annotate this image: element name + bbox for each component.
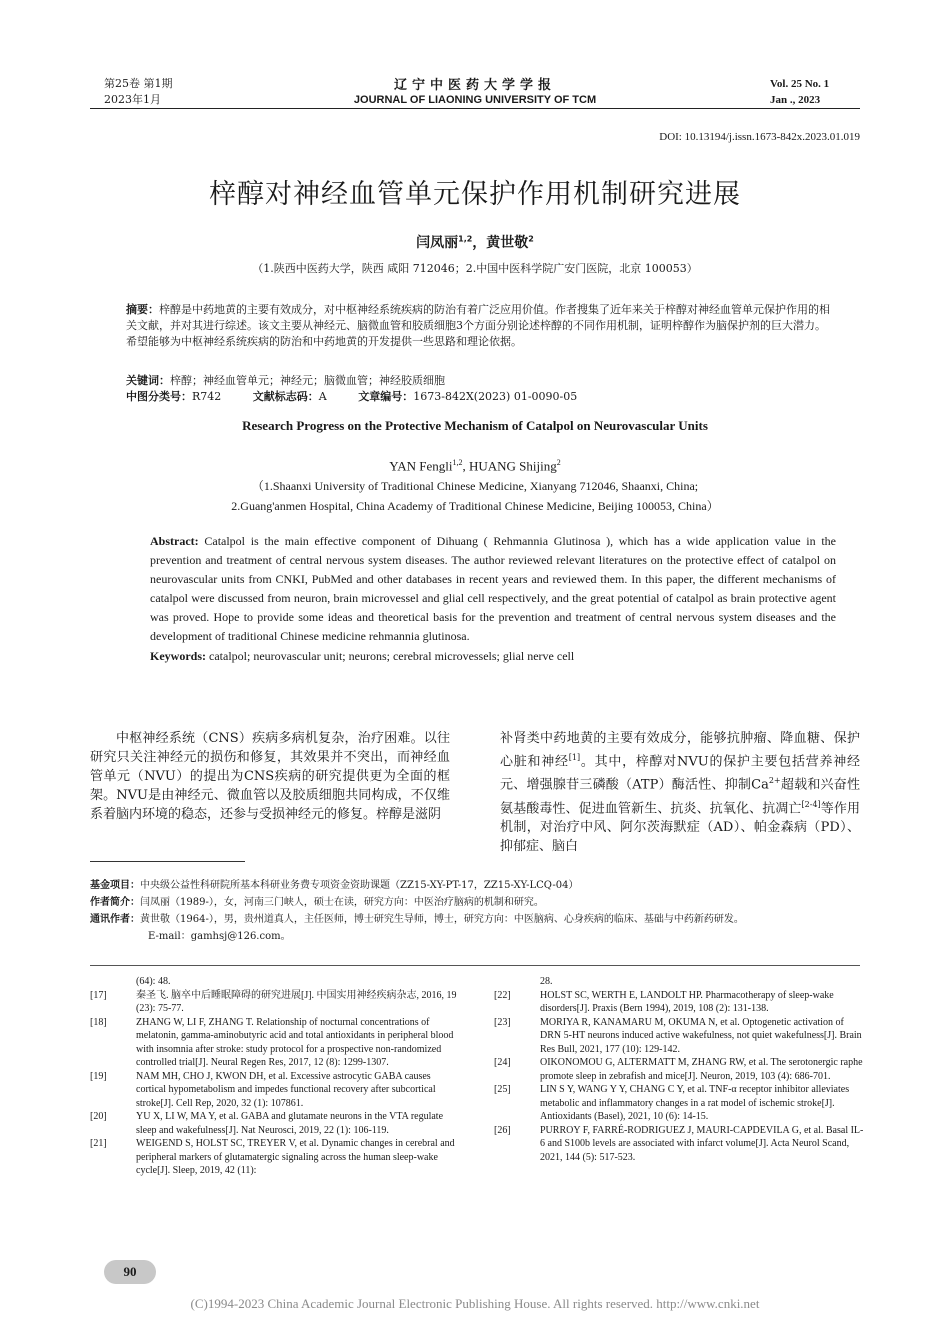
reference-item [494,1056,864,1083]
reference-item [90,1070,460,1111]
reference-item [494,1083,864,1124]
reference-text: NAM MH, CHO J, KWON DH, et al. Excessive astrocytic GABA causes cortical hypometabolism and impedes functional recovery after subcortical stroke[J]. Cell Rep, 2020, 32 (1): 107861. [136,1070,436,1109]
reference-text: YU X, LI W, MA Y, et al. GABA and glutamate neurons in the VTA regulate sleep and wakefulness[J]. Nat Neurosci, 2019, 22 (1): 106-119. [136,1111,444,1136]
body-column-right: 补肾类中药地黄的主要有效成分，能够抗肿瘤、降血糖、保护心脏和神经[1]。其中，梓醇对NVU的保护主要包括营养神经元、增强腺苷三磷酸（ATP）酶活性、抑制$Ca^{2+}$超载和兴奋性氨基酸毒性、促进血管新生、抗炎、抗氧化、抗凋亡[2-4]等作用机制，对治疗中风、阿尔茨海默症（AD）、帕金森病（PD）、抑郁症、脑白 [500,731,860,854]
reference-text: WEIGEND S, HOLST SC, TREYER V, et al. Dynamic changes in cerebral and peripheral markers of glutamatergic signaling across the human sleep-wake cycle[J]. Sleep, 2019, 42 (11): [136,1138,455,1176]
reference-item [90,1137,460,1178]
reference-text: MORIYA R, KANAMARU M, OKUMA N, et al. Optogenetic activation of DRN 5-HT neurons induced active wakefulness, not quiet wakefulness[J]. Brain Res Bull, 2021, 177 (10): 129-142. [540,1016,862,1055]
footnotes [90,877,870,945]
footnote-rule [90,861,245,862]
reference-text: PURROY F, FARRÉ-RODRIGUEZ J, MAURI-CAPDEVILA G, et al. Basal IL-6 and S100b levels are associated with infarct volume[J]. Acta Neurol Scand, 2021, 144 (5): 517-523. [540,1124,864,1163]
classification-row [126,389,834,405]
abstract-cn: 摘要：梓醇是中药地黄的主要有效成分，对中枢神经系统疾病的防治有着广泛应用价值。作者搜集了近年来关于梓醇对神经血管单元保护作用的相关文献，并对其进行综述。该文主要从神经元、脑微血管和胶质细胞3个方面分别论述梓醇的不同作用机制，证明梓醇作为脑保护剂的巨大潜力。希望能够为中枢神经系统疾病的防治和中药地黄的开发提供一些思路和理论依据。 [126,303,830,348]
reference-item [494,989,864,1016]
reference-continuation: (64): 48. [136,976,171,987]
reference-number: [26] [494,1124,511,1136]
keywords-en: Keywords: catalpol; neurovascular unit; neurons; cerebral microvessels; glial nerve cell [150,649,575,663]
reference-number: [20] [90,1111,107,1122]
reference-number: [24] [494,1057,511,1068]
reference-number: [19] [90,1070,107,1082]
reference-number: [23] [494,1016,511,1028]
reference-item [90,1110,460,1137]
affiliation-en: （1.Shaanxi University of Traditional Chinese Medicine, Xianyang 712046, Shaanxi, China; 2.Guang'anmen Hospital, China Academy of Traditional Chinese Medicine, Beijing 100053, China） [231,479,719,513]
reference-text: ZHANG W, LI F, ZHANG T. Relationship of nocturnal concentrations of melatonin, gamma-aminobutyric acid and total antioxidants in peripheral blood with insomnia after stroke: study protocol for a prospective non-randomized controlled trial[J]. Neural Regen Res, 2017, 12 (8): 1299-1307. [136,1016,454,1068]
issue-info: 第25卷 第1期 2023年1月 [104,77,173,106]
reference-number: [17] [90,989,107,1001]
authors-en: YAN Fengli$^{1,2}$, HUANG Shijing$^2$ [389,458,561,474]
reference-text: 秦圣飞. 脑卒中后睡眠障碍的研究进展[J]. 中国实用神经疾病杂志, 2016, 19 (23): 75-77. [136,989,457,1014]
reference-text: LIN S Y, WANG Y Y, CHANG C Y, et al. TNF-α receptor inhibitor alleviates metabolic and inflammatory changes in a rat model of ischemic stroke[J]. Antioxidants (Basel), 2021, 10 (6): 14-15. [540,1084,850,1122]
volume-info: Vol. 25 No. 1 Jan ., 2023 [770,78,830,106]
doi: DOI: 10.13194/j.issn.1673-842x.2023.01.019 [659,131,860,143]
body-column-left: 中枢神经系统（CNS）疾病多病机复杂，治疗困难。以往研究只关注神经元的损伤和修复，其效果并不突出，而神经血管单元（NVU）的提出为CNS疾病的研究提供更为全面的框架。NVU是由神经元、微血管以及胶质细胞共同构成，不仅维系着脑内环境的稳态，还参与受损神经元的修复。梓醇是滋阴 [90,731,450,822]
article-number: 文章编号：1673-842X(2023) 01-0090-05 [358,390,578,403]
reference-item [494,1124,864,1165]
reference-item [90,1016,460,1070]
reference-number: [18] [90,1016,107,1028]
journal-name-cn: 辽宁中医药大学学报 [393,78,556,93]
clc-number: 中图分类号：R742 [126,390,222,403]
document-code: 文献标志码：A [252,390,327,403]
fund-note: 基金项目：中央级公益性科研院所基本科研业务费专项资金资助课题（ZZ15-XY-PT-17，ZZ15-XY-LCQ-04） [90,880,579,891]
email: E-mail：gamhsj@126.com。 [148,931,291,942]
abstract-en: Abstract: Catalpol is the main effective component of Dihuang ( Rehmannia Glutinosa ), which has a wide application value in the prevention and treatment of central nervous system diseases. The author reviewed relevant literatures on the protective effect of catalpol on neurovascular units from CNKI, PubMed and other databases in recent years and reviewed them. In this paper, the different mechanisms of catalpol were discussed from neuron, brain microvessel and glial cell respectively, and the great potential of catalpol as brain protective agent was proved. Hope to provide some ideas and theoretical basis for the prevention and treatment of central nervous system diseases and the development of traditional Chinese medicine rehmannia glutinosa. Keywords: catalpol; neurovascular unit; neurons; cerebral microvessels; glial nerve cell [150,532,836,666]
reference-text: OIKONOMOU G, ALTERMATT M, ZHANG RW, et al. The serotonergic raphe promote sleep in zebrafish and mice[J]. Neuron, 2019, 103 (4): 686-701. [540,1057,863,1082]
reference-number: [25] [494,1084,511,1095]
copyright-watermark: (C)1994-2023 China Academic Journal Electronic Publishing House. All rights reserved. http://www.cnki.net [190,1296,760,1311]
references-left [90,975,460,1178]
paper-title-en: Research Progress on the Protective Mechanism of Catalpol on Neurovascular Units [242,418,708,433]
reference-text: HOLST SC, WERTH E, LANDOLT HP. Pharmacotherapy of sleep-wake disorders[J]. Praxis (Bern 1994), 2019, 108 (2): 131-138. [540,989,834,1014]
reference-number: [22] [494,989,511,1001]
paper-title-cn: 梓醇对神经血管单元保护作用机制研究进展 [209,179,741,210]
authors-cn: 闫凤丽$^{1,2}$，黄世敬$^2$ [416,234,534,251]
header-rule [90,108,860,109]
journal-name-en: JOURNAL OF LIAONING UNIVERSITY OF TCM [353,94,597,106]
reference-item [90,989,460,1016]
reference-number: [21] [90,1138,107,1149]
keywords-cn: 关键词：梓醇；神经血管单元；神经元；脑微血管；神经胶质细胞 [126,374,445,387]
journal-name [300,74,650,106]
reference-continuation: 28. [540,976,553,987]
affiliation-cn: （1.陕西中医药大学，陕西 咸阳 712046；2.中国中医科学院广安门医院，北京 100053） [252,262,698,275]
page-number: 90 [104,1260,156,1284]
author-note: 作者简介：闫凤丽（1989-），女，河南三门峡人，硕士在读，研究方向：中医治疗脑病的机制和研究。 [90,897,544,908]
references-rule [90,965,860,966]
reference-item [494,1016,864,1057]
references-right [494,975,864,1164]
corresponding-note: 通讯作者：黄世敬（1964-），男，贵州道真人，主任医师，博士研究生导师，博士，研究方向：中医脑病、心身疾病的临床、基础与中药新药研发。 [90,914,744,925]
